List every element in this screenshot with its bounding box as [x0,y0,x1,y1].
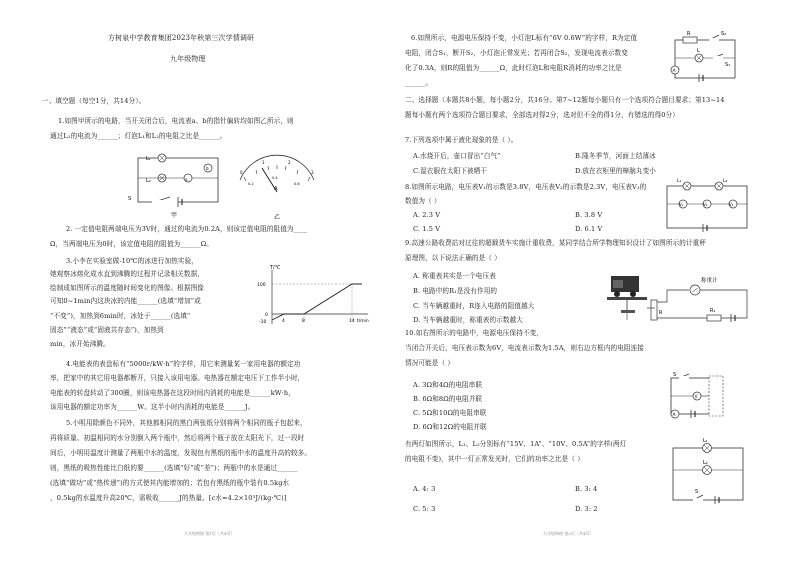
svg-text:0.2: 0.2 [248,182,254,186]
q5-line4: 则，黑纸的吸热性能比白纸的要______(选填“好”或“差”)；两瓶中的水是通过______ [50,464,298,472]
q8-option-d: D. 6.1 V [575,225,603,233]
exam-header: 方树泉中学教育集团2023年秋第三次学情调研 [108,34,255,42]
svg-text:L: L [697,48,700,54]
q6-line2: 电阻，闭合S₁，断开S₂，小灯泡正常发光；若再闭合S₂，发现电流表示数变 [405,49,628,57]
q11-option-a: A. 4: 3 [413,485,436,493]
q3-line5: “不变”)，加热到6min时，冰处于______(选填“ [50,312,191,320]
q1-line1: 1.如图甲所示的电路，当开关闭合后，电流表a、b的指针偏转均如图乙所示，则 [58,117,294,125]
q7-option-b: B.隆冬季节，河面上结薄冰 [575,152,656,160]
svg-text:100: 100 [257,283,266,288]
temp-time-graph [256,262,374,332]
svg-text:V₂: V₂ [703,202,708,207]
q9-line2: 原理图，以下说法正确的是（ ） [405,254,501,262]
q4-line4: 该用电器的额定功率为______W。这半小时内消耗的电能是______J。 [50,403,255,411]
svg-text:0: 0 [240,170,243,175]
q10-option-c: C. 5Ω和10Ω的电阻串联 [413,409,487,417]
svg-text:R: R [687,31,691,37]
q5-line3: 间后，小明用温度计测量了两瓶中水的温度，发现包有黑纸的瓶中水的温度升高的较多。 [50,449,312,457]
svg-text:称重计: 称重计 [701,278,718,284]
q2-line2: Ω，当两端电压为0时，该定值电阻的阻值为______Ω。 [50,240,213,248]
q3-line7: min，冰开始沸腾。 [50,340,110,348]
q7-option-d: D.放在衣柜里的樟脑丸变小 [575,167,656,175]
svg-text:-10: -10 [259,320,267,325]
q8-option-a: A. 2.3 V [413,211,441,219]
q7-option-c: C.湿衣服在太阳下被晒干 [413,167,488,175]
fig1-circuit [128,150,230,219]
q10-line2: 当闭合开关后，电压表示数为6V，电流表示数为1.5A，则右边方框内的电阻连接 [405,344,645,352]
footer-right: 九年级物理 第2页（共4页） [543,531,594,536]
svg-text:8: 8 [302,319,305,324]
q8-line1: 8.如图所示电路，电压表V₁的示数是3.8V，电压表V₂的示数是2.3V，电压表V₃的 [405,183,647,191]
svg-text:3: 3 [311,170,314,175]
footer-left: 九年级物理 第1页（共4页） [184,531,235,536]
fig1-switch-label: S [128,196,132,202]
q9-option-d: D. 当车辆越重时，称重表的示数越大 [413,316,523,324]
q2-line1: 2. 一定值电阻两端电压为3V时，通过的电流为0.2A，则该定值电阻的阻值为____ [66,225,308,233]
q11-option-d: D. 3: 2 [575,505,598,513]
section-choice-line2: 题每小题有两个选项符合题目要求，全部选对得2分，选对但不全的得1分，有错选的得0分） [405,111,679,119]
q5-line5: (选填“做功”或“热传递”)的方式使其内能增加的；若包有黑纸的瓶中装有0.5kg水 [50,479,290,487]
q10-option-d: D. 6Ω和12Ω的电阻并联 [413,423,487,431]
fig1-caption-jia: 甲 [171,212,178,219]
fig1-meter-b: b [206,166,209,171]
q3-line1: 3.小李在实验室做-10℃的冰进行加热实验， [66,257,198,265]
q9-line1: 9.高速公路收费站对过往的超载货车实施计重收费，某同学结合所学物理知识设计了如图所示的计重秤 [405,239,707,247]
section-fill-blank: 一、填空题（每空1分，共14分）。 [42,97,146,105]
svg-text:L₂: L₂ [703,460,708,466]
fig1-l2: L₂ [146,178,151,184]
q4-line2: 率，把家中的其它用电器都断开，只接入该用电器。电热器在额定电压下工作半小时， [50,374,305,382]
q10-line1: 10.如右图所示的电路中，电源电压保持不变， [405,329,543,337]
exam-subject: 九年级物理 [170,55,206,63]
q11-line1: 有两灯如图所示，L₁、L₂分别标有“15V、1A”、“10V、0.5A”的字样(两灯 [405,440,627,448]
q10-option-b: B. 6Ω和8Ω的电阻并联 [413,395,483,403]
svg-text:A: A [274,186,278,192]
q3-line2: 她观察冰熔化成水直到沸腾的过程并记录相关数据， [50,270,204,278]
q5-line2: 再将质量、初温相同的水分别倒入两个瓶中，然后将两个瓶子放在太阳光下，过一段时 [50,434,305,442]
section-choice-line1: 二、选择题（本题共8小题，每小题2分，共16分。第7~12题每小题只有一个选项符合题目要求；第13~14 [405,96,725,104]
q3-line3: 绘制成如图所示的温度随时间变化的图像。根据图像 [50,284,204,292]
q8-line2: 数值为（ ） [405,197,441,205]
svg-text:R: R [659,310,663,316]
svg-text:S: S [695,489,699,495]
fig8-circuit [663,178,753,234]
q6-line1: 6.如图所示，电源电压保持不变，小灯泡L标有“6V 0.6W”的字样，R为定值 [411,34,638,42]
q11-option-b: B. 3: 4 [575,485,598,493]
svg-text:0.4: 0.4 [272,176,278,180]
svg-text:R₁: R₁ [710,308,716,314]
fig6-circuit [669,30,749,86]
q8-option-b: B. 3.8 V [575,211,603,219]
q7-stem: 7.下列选项中属于液化现象的是（ ）。 [405,136,518,144]
graph-ylabel: T/℃ [270,265,281,271]
q3-line4: 可知0~1min内这块冰的内能______(选填“增加”或 [50,297,201,305]
svg-text:A: A [672,413,676,418]
svg-text:14: 14 [349,319,355,324]
svg-text:4: 4 [282,319,285,324]
svg-text:V₃: V₃ [729,202,734,207]
q4-line1: 4.电能表的表盘标有“5000r/kW·h”的字样，用它来测量某一家用电器的额定功 [66,360,301,368]
q6-line4: ______。 [405,79,433,87]
graph-xlabel: t/min [357,319,369,324]
svg-text:1: 1 [262,160,265,165]
fig1-meter-a: a [185,177,188,182]
fig11-circuit [667,440,753,506]
svg-text:L₁: L₁ [703,438,708,444]
svg-text:L₁: L₁ [677,179,682,184]
q9-option-c: C. 当车辆越重时，R连入电路的阻值越大 [413,302,535,310]
q3-line6: 固态”“液态”或“固液共存态”)，加热到 [50,326,164,334]
q7-option-a: A.水烧开后，壶口冒出“白气” [413,152,501,160]
q1-line2: 通过L₂的电流为______；灯泡L₁和L₂的电阻之比是______。 [50,132,227,140]
q5-line6: ，0.5kg的水温度升高20℃，需吸收______J的热量。[c水=4.2×10³J/(kg·℃)] [50,494,287,502]
q11-line2: 的电阻不变)，其中一灯正常发光时，它们的功率之比是（ ） [405,455,584,463]
fig1-caption-yi: 乙 [274,214,281,221]
svg-text:0: 0 [265,313,268,318]
fig1-l1: L₁ [146,156,151,162]
q8-option-c: C. 1.5 V [413,225,441,233]
svg-text:V₁: V₁ [679,202,684,207]
svg-text:S: S [673,372,677,378]
q9-option-b: B. 电路中的R₁是没有作用的 [413,287,498,295]
q9-option-a: A. 称重表其实是一个电压表 [413,272,496,280]
svg-text:2: 2 [288,160,291,165]
q6-line3: 化了0.3A，则R的阻值为______Ω，此时灯泡L和电阻R消耗的功率之比是 [405,64,622,72]
page-right [397,0,794,562]
fig10-circuit [665,372,735,422]
q5-line1: 5.小明用除颜色不同外，其他都相同的黑白两张纸分别将两个相同的瓶子包起来， [66,419,307,427]
fig1-ammeter-dial [232,160,322,220]
svg-text:A: A [672,69,676,74]
q10-line3: 情况可能是（ ） [405,359,455,367]
svg-text:S₂: S₂ [721,31,727,37]
svg-text:S₁: S₁ [725,62,731,68]
svg-text:V: V [694,395,698,400]
q11-option-c: C. 5: 3 [413,505,436,513]
q10-option-a: A. 3Ω和4Ω的电阻串联 [413,381,483,389]
q4-line3: 电能表的转盘转动了300圈，则该电热器在这段时间内消耗的电能是______kW·h， [50,389,295,397]
svg-text:L₂: L₂ [723,179,728,184]
fig9-weighing-scale [607,272,757,330]
svg-text:0.6: 0.6 [294,182,300,186]
